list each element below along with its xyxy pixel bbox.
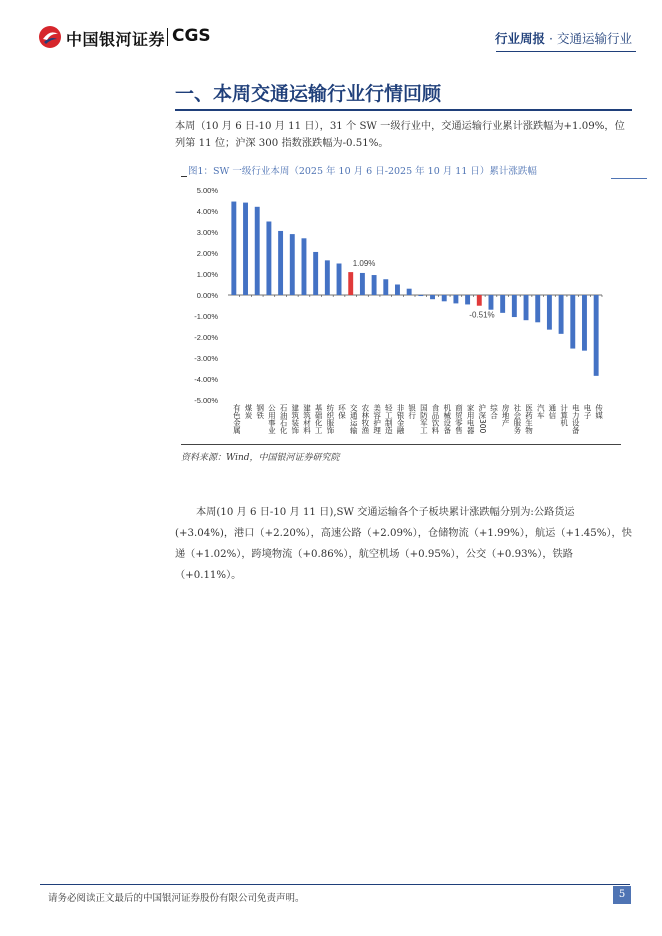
y-tick-label: 1.00% [196,270,218,279]
x-category-label: 房地产 [501,404,511,427]
data-label: 1.09% [352,259,376,269]
figure-corner-mark [181,176,187,177]
data-label: -0.51% [469,310,495,320]
figure-title-rule [611,178,647,179]
x-category-label: 食品饮料 [431,404,441,434]
figure-source: 资料来源：Wind，中国银河证券研究院 [181,453,340,463]
x-category-label: 机械设备 [442,404,452,434]
x-category-label: 钢铁 [255,404,265,419]
bar [231,202,236,295]
bar [500,295,505,313]
x-category-label: 通信 [547,404,557,419]
y-tick-label: -1.00% [194,312,218,321]
brand-separator [167,28,168,46]
bar [372,275,377,295]
y-tick-label: 4.00% [196,207,218,216]
bar [407,289,412,295]
bar [477,295,482,306]
x-category-label: 国防军工 [419,404,429,434]
source-rule [181,444,621,445]
bar [348,272,353,295]
x-category-label: 煤炭 [244,404,254,419]
x-category-label: 沪深300 [477,404,487,434]
bar [255,207,260,295]
x-category-label: 社会服务 [512,404,522,434]
x-category-label: 商贸零售 [454,404,464,434]
bar [360,273,365,295]
bar [266,222,271,296]
x-category-label: 农林牧渔 [360,404,370,434]
figure-title: 图1：SW 一级行业本周（2025 年 10 月 6 日-2025 年 10 月 11 日）累计涨跌幅 [188,166,537,177]
section-title: 一、本周交通运输行业行情回顾 [175,83,442,105]
x-category-label: 医药生物 [524,404,534,434]
page-number: 5 [613,886,631,904]
industry-returns-bar-chart [180,182,620,444]
x-category-label: 基础化工 [314,404,324,434]
x-category-label: 电力设备 [571,404,581,434]
header-rule [496,51,636,52]
bar [418,295,423,296]
report-type: 行业周报 [495,31,546,46]
x-category-label: 美容护理 [372,404,382,434]
bar [535,295,540,322]
bar [383,279,388,295]
x-category-label: 计算机 [559,404,569,427]
y-tick-label: -5.00% [194,396,218,405]
bar [594,295,599,376]
footer-disclaimer: 请务必阅读正文最后的中国银河证券股份有限公司免责声明。 [48,893,305,904]
x-category-label: 轻工制造 [384,404,394,434]
brand-name-cn: 中国银河证券 [66,30,166,49]
x-category-label: 有色金属 [232,404,242,434]
bar [278,231,283,295]
bar [559,295,564,334]
x-category-label: 传媒 [594,404,604,419]
bar [395,285,400,296]
market-review-paragraph: 本周（10 月 6 日-10 月 11 日），31 个 SW 一级行业中，交通运输行业累计涨跌幅为+1.09%，位列第 11 位；沪深 300 指数涨跌幅为-0.51%。 [175,121,625,149]
y-tick-label: 0.00% [196,291,218,300]
bar [524,295,529,320]
x-category-label: 家用电器 [466,404,476,434]
subsector-returns-paragraph: 本周(10 月 6 日-10 月 11 日),SW 交通运输各个子板块累计涨跌幅分别为:公路货运(+3.04%)，港口（+2.20%），高速公路（+2.09%），仓储物流（+1.99%），航运（+1.45%），快递（+1.02%），跨境物流（+0.86%），航空机场（+0.95%），公交（+0.93%），铁路（+0.11%）。 [175,507,632,581]
bar [512,295,517,317]
x-category-label: 汽车 [536,404,546,419]
x-category-label: 非银金融 [395,404,405,434]
bar [465,295,470,304]
bar [325,260,330,295]
x-category-label: 环保 [337,404,347,419]
y-tick-label: -3.00% [194,354,218,363]
page-header [0,0,662,60]
y-tick-label: 5.00% [196,186,218,195]
x-category-label: 建筑装饰 [290,404,300,434]
x-category-label: 纺织服饰 [325,404,335,434]
x-category-label: 银行 [407,404,417,419]
report-category [495,29,632,47]
cgs-logo-icon [38,25,62,49]
footer-rule [40,884,630,885]
y-tick-label: -4.00% [194,375,218,384]
bar [570,295,575,349]
x-category-label: 交通运输 [349,404,359,434]
bar [313,252,318,295]
bar [489,295,494,310]
section-title-rule [175,109,632,111]
bar [302,238,307,295]
bar [453,295,458,303]
header-dot: · [549,31,553,46]
bar [337,264,342,296]
x-category-label: 建筑材料 [302,404,312,434]
x-category-label: 石油石化 [279,404,289,434]
brand-name-en: CGS [172,26,211,46]
x-category-label: 电子 [582,404,592,419]
bar [430,295,435,299]
bar [243,203,248,295]
y-tick-label: 3.00% [196,228,218,237]
bar [442,295,447,301]
y-tick-label: 2.00% [196,249,218,258]
report-industry: 交通运输行业 [556,31,632,46]
x-category-label: 综合 [489,404,499,419]
x-category-label: 公用事业 [267,404,277,434]
bar [547,295,552,330]
bar [290,234,295,295]
bar [582,295,587,351]
y-tick-label: -2.00% [194,333,218,342]
